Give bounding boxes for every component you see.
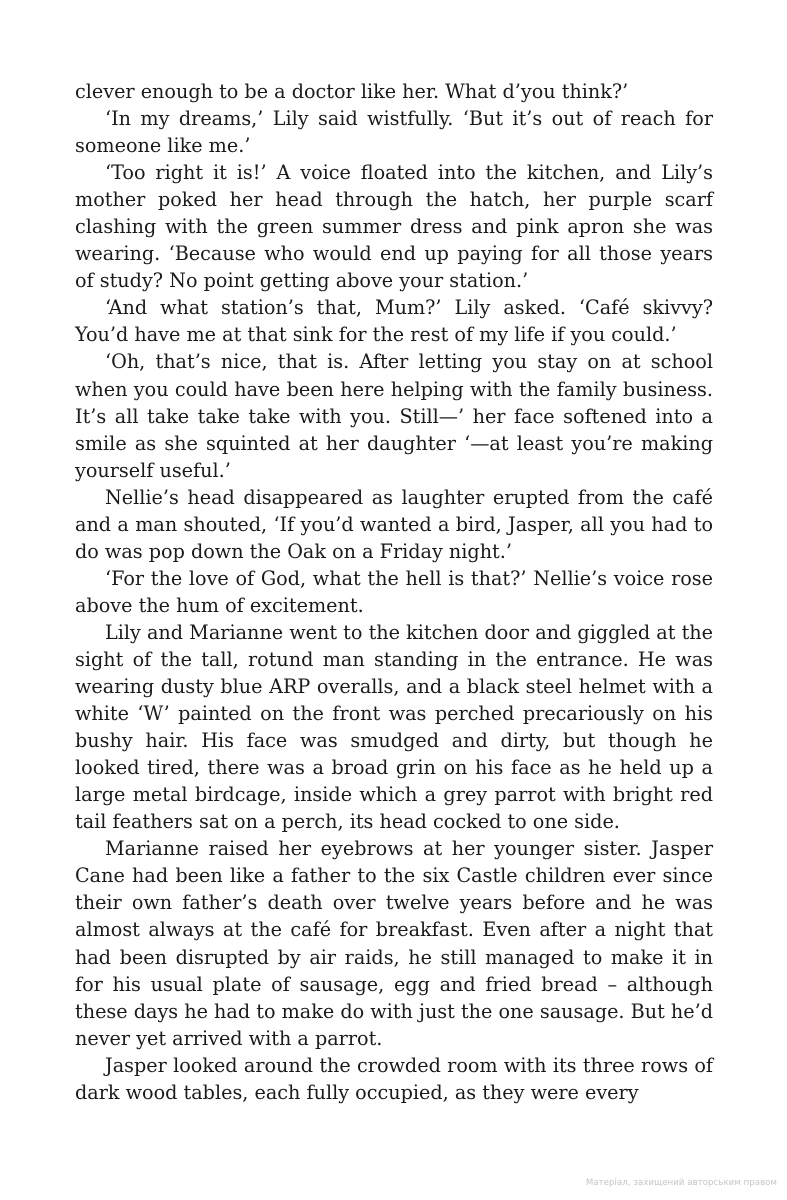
book-page-text: [75, 78, 713, 1106]
paragraph: Marianne raised her eyebrows at her younger sister. Jasper Cane had been like a father to the six Castle children ever since their own father’s death over twelve years before and he was almost always at the café for breakfast. Even after a night that had been disrupted by air raids, he still managed to make it in for his usual plate of sausage, egg and fried bread – although these days he had to make do with just the one sausage. But he’d never yet arrived with a parrot.: [75, 837, 713, 1050]
paragraph: Nellie’s head disappeared as laughter erupted from the café and a man shouted, ‘If you’d wanted a bird, Jasper, all you had to do was pop down the Oak on a Friday night.’: [75, 485, 713, 563]
paragraph: ‘Too right it is!’ A voice floated into the kitchen, and Lily’s mother poked her head through the hatch, her purple scarf clashing with the green summer dress and pink apron she was wearing. ‘Because who would end up paying for all those years of study? No point getting above your station.’: [75, 161, 713, 293]
paragraph: ‘For the love of God, what the hell is that?’ Nellie’s voice rose above the hum of excitement.: [75, 566, 713, 617]
paragraph: ‘And what station’s that, Mum?’ Lily asked. ‘Café skivvy? You’d have me at that sink for the rest of my life if you could.’: [75, 296, 713, 347]
paragraph: Lily and Marianne went to the kitchen door and giggled at the sight of the tall, rotund man standing in the entrance. He was wearing dusty blue ARP overalls, and a black steel helmet with a white ‘W’ painted on the front was perched precariously on his bushy hair. His face was smudged and dirty, but though he looked tired, there was a broad grin on his face as he held up a large metal birdcage, inside which a grey parrot with bright red tail feathers sat on a perch, its head cocked to one side.: [75, 620, 713, 834]
paragraph: ‘In my dreams,’ Lily said wistfully. ‘But it’s out of reach for someone like me.’: [75, 107, 713, 158]
paragraph: ‘Oh, that’s nice, that is. After letting you stay on at school when you could have been here helping with the family business. It’s all take take take with you. Still—’ her face softened into a smile as she squinted at her daughter ‘—at least you’re making yourself useful.’: [75, 350, 713, 482]
paragraph: Jasper looked around the crowded room with its three rows of dark wood tables, each fully occupied, as they were every: [75, 1053, 713, 1104]
copyright-watermark: Матеріал, захищений авторським правом: [585, 1178, 777, 1188]
paragraph: clever enough to be a doctor like her. What d’you think?’: [75, 80, 629, 103]
